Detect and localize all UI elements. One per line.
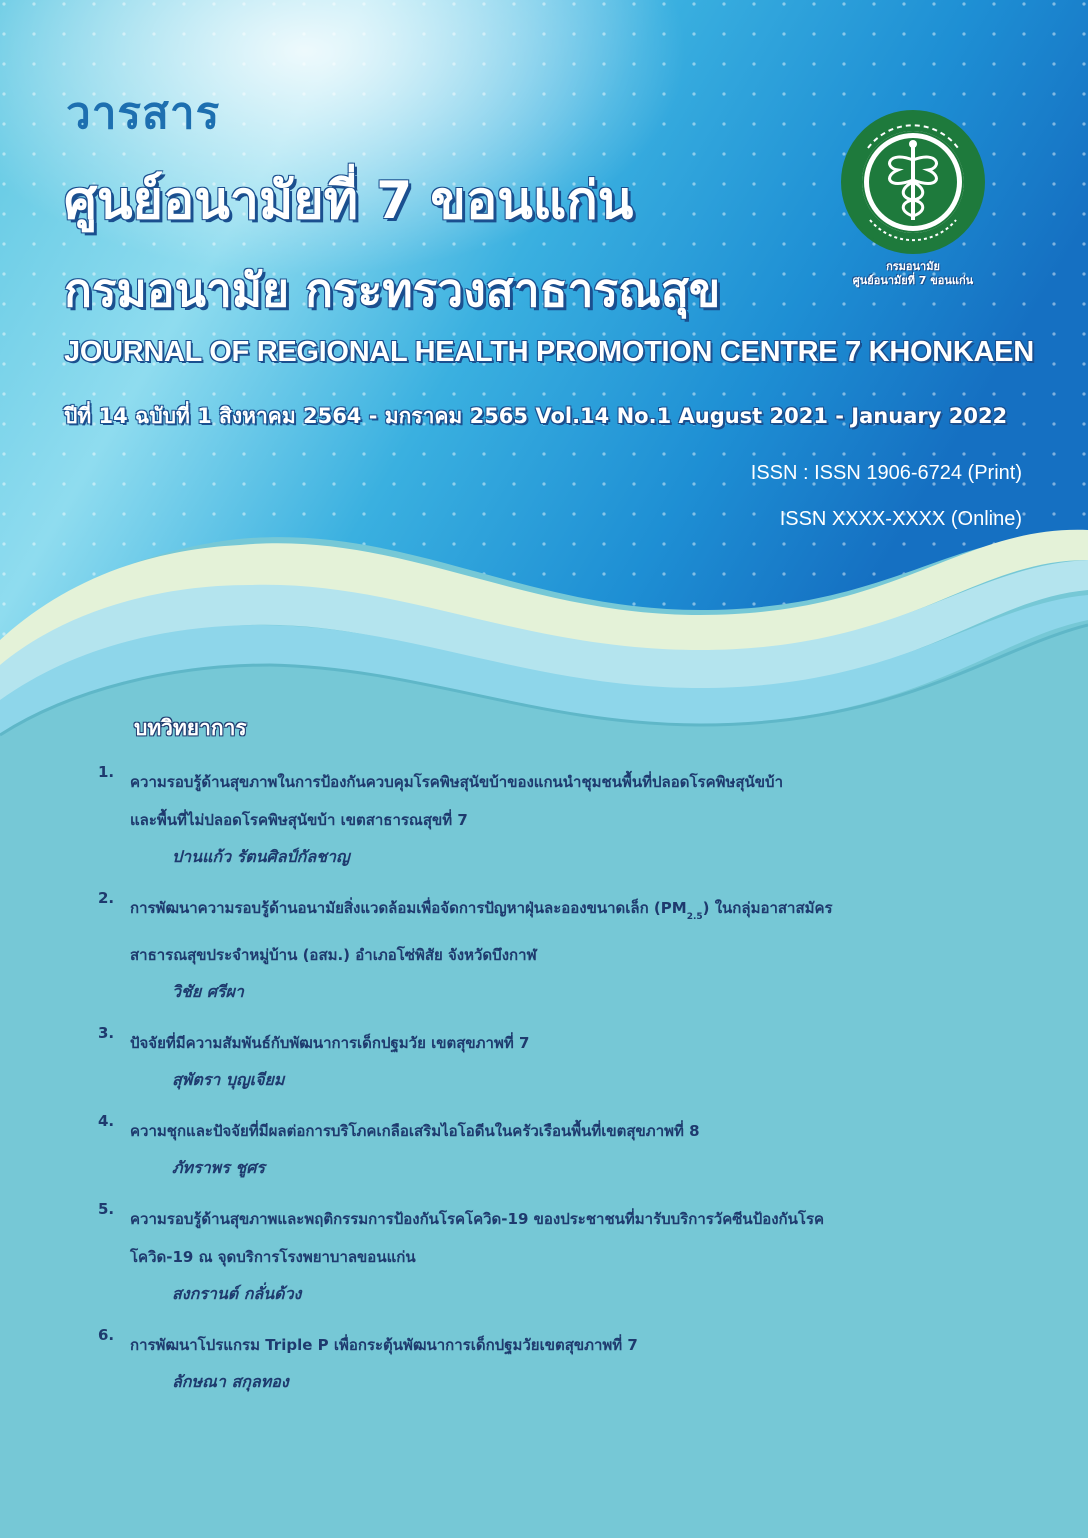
title-journal-word: วารสาร bbox=[66, 88, 221, 139]
volume-issue-line: ปีที่ 14 ฉบับที่ 1 สิงหาคม 2564 - มกราคม 2565 Vol.14 No.1 August 2021 - January 2022 bbox=[64, 404, 1008, 428]
toc-title-line: ความรอบรู้ด้านสุขภาพในการป้องกันควบคุมโรคพิษสุนัขบ้าของแกนนำชุมชนพื้นที่ปลอดโรคพิษสุนัขบ้า bbox=[130, 773, 783, 791]
toc-item-author: สุพัตรา บุญเจียม bbox=[172, 1070, 285, 1089]
toc-item-2[interactable] bbox=[92, 889, 1012, 1010]
logo-caption bbox=[828, 260, 998, 288]
toc-item-number: 5. bbox=[98, 1200, 115, 1218]
toc-item-number: 1. bbox=[98, 763, 115, 781]
toc-item-title bbox=[130, 1024, 1012, 1062]
journal-english-title: JOURNAL OF REGIONAL HEALTH PROMOTION CENTRE 7 KHONKAEN bbox=[64, 336, 1034, 368]
toc-item-author: ปานแก้ว รัตนศิลป์กัลชาญ bbox=[172, 847, 350, 866]
toc-title-line bbox=[130, 889, 1012, 936]
toc-title-part: ) ในกลุ่มอาสาสมัคร bbox=[702, 899, 833, 917]
toc-item-title bbox=[130, 889, 1012, 974]
toc-item-1[interactable] bbox=[92, 763, 1012, 875]
toc-item-6[interactable] bbox=[92, 1326, 1012, 1400]
toc-item-number: 3. bbox=[98, 1024, 115, 1042]
toc-item-number: 2. bbox=[98, 889, 115, 907]
toc-item-5[interactable] bbox=[92, 1200, 1012, 1312]
toc-item-number: 4. bbox=[98, 1112, 115, 1130]
toc-heading: บทวิทยาการ bbox=[134, 716, 247, 740]
logo-caption-line1: กรมอนามัย bbox=[886, 260, 940, 273]
title-centre-name: ศูนย์อนามัยที่ 7 ขอนแก่น bbox=[64, 171, 634, 231]
toc-title-line: การพัฒนาโปรแกรม Triple P เพื่อกระตุ้นพัฒนาการเด็กปฐมวัยเขตสุขภาพที่ 7 bbox=[130, 1336, 638, 1354]
toc-title-line: และพื้นที่ไม่ปลอดโรคพิษสุนัขบ้า เขตสาธารณสุขที่ 7 bbox=[130, 811, 468, 829]
toc-item-author: วิชัย ศรีผา bbox=[172, 982, 244, 1001]
toc-item-author: ลักษณา สกุลทอง bbox=[172, 1372, 289, 1391]
issn-online: ISSN XXXX-XXXX (Online) bbox=[779, 508, 1022, 530]
toc-item-title bbox=[130, 1326, 1012, 1364]
toc-item-number: 6. bbox=[98, 1326, 115, 1344]
toc-item-title bbox=[130, 763, 1012, 839]
pm-subscript: 2.5 bbox=[686, 912, 703, 922]
toc-title-line: ความรอบรู้ด้านสุขภาพและพฤติกรรมการป้องกันโรคโควิด-19 ของประชาชนที่มารับบริการวัคซีนป้องกันโรค bbox=[130, 1210, 825, 1228]
toc-title-line: โควิด-19 ณ จุดบริการโรงพยาบาลขอนแก่น bbox=[130, 1248, 416, 1266]
table-of-contents bbox=[92, 712, 1012, 1414]
issn-print: ISSN : ISSN 1906-6724 (Print) bbox=[750, 462, 1022, 484]
toc-item-author: ภัทราพร ชูศร bbox=[172, 1158, 265, 1177]
toc-item-title bbox=[130, 1112, 1012, 1150]
toc-item-title bbox=[130, 1200, 1012, 1276]
toc-item-3[interactable] bbox=[92, 1024, 1012, 1098]
ministry-seal-icon bbox=[828, 110, 998, 260]
logo-caption-line2: ศูนย์อนามัยที่ 7 ขอนแก่น bbox=[852, 274, 974, 287]
toc-title-line: ปัจจัยที่มีความสัมพันธ์กับพัฒนาการเด็กปฐมวัย เขตสุขภาพที่ 7 bbox=[130, 1034, 530, 1052]
toc-title-line: สาธารณสุขประจำหมู่บ้าน (อสม.) อำเภอโซ่พิสัย จังหวัดบึงกาฬ bbox=[130, 946, 537, 964]
toc-title-part: การพัฒนาความรอบรู้ด้านอนามัยสิ่งแวดล้อมเพื่อจัดการปัญหาฝุ่นละอองขนาดเล็ก (PM bbox=[130, 899, 687, 917]
toc-item-4[interactable] bbox=[92, 1112, 1012, 1186]
toc-item-author: สงกรานต์ กลั่นด้วง bbox=[172, 1284, 302, 1303]
title-department: กรมอนามัย กระทรวงสาธารณสุข bbox=[64, 263, 721, 317]
ministry-logo bbox=[828, 110, 998, 288]
toc-title-line: ความชุกและปัจจัยที่มีผลต่อการบริโภคเกลือเสริมไอโอดีนในครัวเรือนพื้นที่เขตสุขภาพที่ 8 bbox=[130, 1122, 700, 1140]
